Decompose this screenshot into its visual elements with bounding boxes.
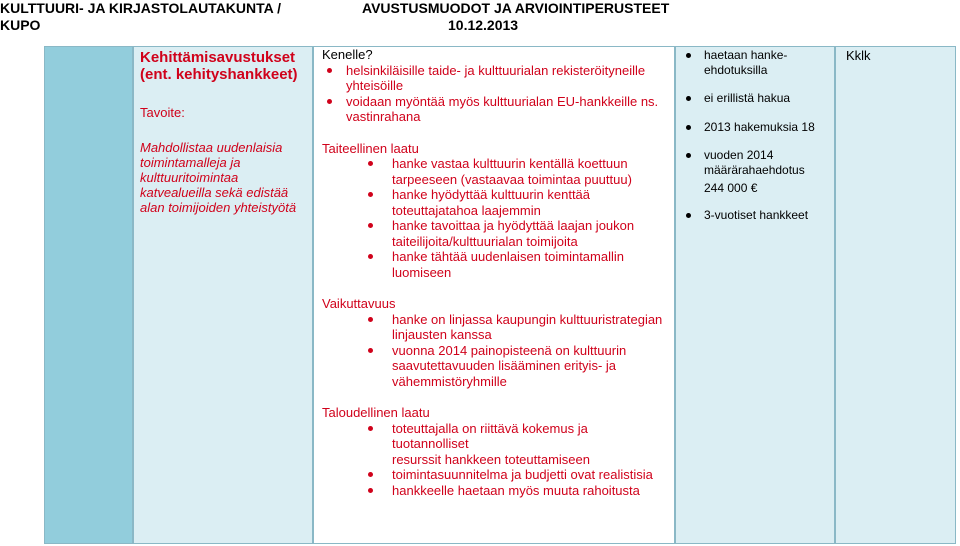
list-item (322, 343, 666, 390)
header-right (362, 0, 669, 34)
goal-text-line: katvealueilla sekä edistää (140, 185, 289, 200)
list-item-line: 3-vuotiset hankkeet (704, 207, 809, 222)
list-item (680, 120, 830, 135)
list-item-line: hanke on linjassa kaupungin kulttuuristrategian (392, 311, 663, 327)
list-item (322, 218, 666, 249)
quality-list (322, 156, 666, 280)
goal-text-line: alan toimijoiden yhteistyötä (140, 200, 297, 215)
list-item-line: toteuttajalla on riittävä kokemus ja tuotannolliset (392, 420, 588, 451)
slide-header (0, 0, 960, 38)
list-item-line: saavutettavuuden lisääminen erityis- ja (392, 358, 617, 373)
list-item (680, 91, 830, 106)
list-item-line: luomiseen (392, 264, 452, 280)
list-item-line: vähemmistöryhmille (392, 373, 507, 389)
grant-title-line2: (ent. kehityshankkeet) (140, 66, 298, 83)
list-item-line: resurssit hankkeen toteuttamiseen (392, 451, 590, 467)
header-left (0, 0, 281, 34)
list-item-line: yhteisöille (346, 78, 404, 93)
list-item-line: hanke hyödyttää kulttuurin kenttää (392, 187, 591, 202)
list-item (322, 94, 666, 125)
list-item-line: hanke tähtää uudenlaisen toimintamallin (392, 249, 624, 264)
finance-list (322, 421, 666, 499)
quality-label: Taiteellinen laatu (322, 140, 419, 156)
list-item (322, 467, 666, 483)
list-item-line: hankkeelle haetaan myös muuta rahoitusta (392, 482, 640, 498)
list-item-line: vuonna 2014 painopisteenä on kulttuurin (392, 342, 627, 358)
header-date: 10.12.2013 (448, 17, 519, 33)
goal-text-line: Mahdollistaa uudenlaisia (140, 140, 283, 155)
list-item-line: ei erillistä hakua (704, 91, 791, 105)
table-column-decision (835, 46, 956, 544)
who-list (322, 63, 666, 125)
list-item-line: taiteilijoita/kulttuurialan toimijoita (392, 233, 578, 249)
table-column-criteria (313, 46, 675, 544)
impact-label: Vaikuttavuus (322, 296, 396, 311)
list-item (322, 312, 666, 343)
goal-text-line: kulttuuritoimintaa (140, 170, 239, 185)
list-item (680, 208, 830, 223)
list-item-line: 244 000 € (704, 181, 758, 195)
list-item-line: hanke vastaa kulttuurin kentällä koettuun (392, 156, 628, 171)
list-item (322, 187, 666, 218)
list-item-line: toteuttajatahoa laajemmin (392, 202, 541, 218)
list-item (322, 156, 666, 187)
finance-label: Taloudellinen laatu (322, 405, 430, 420)
decision-text: Kklk (846, 48, 871, 63)
list-item-line: ehdotuksilla (704, 62, 768, 77)
list-item (680, 148, 830, 196)
list-item-line: vuoden 2014 (704, 148, 774, 162)
table-column-application (675, 46, 835, 544)
goal-text (140, 140, 306, 215)
grant-title-line1: Kehittämisavustukset (140, 49, 296, 66)
list-item-line: haetaan hanke- (704, 48, 788, 62)
header-right-line1: AVUSTUSMUODOT JA ARVIOINTIPERUSTEET (362, 0, 670, 16)
list-item (322, 63, 666, 94)
list-item-line: 2013 hakemuksia 18 (704, 119, 815, 134)
table-column-blank (44, 46, 133, 544)
who-label: Kenelle? (322, 47, 373, 62)
list-item (322, 421, 666, 468)
table-column-title (133, 46, 313, 544)
grant-title (140, 49, 306, 83)
application-list (680, 48, 830, 222)
list-item (322, 483, 666, 499)
list-item-line: helsinkiläisille taide- ja kulttuurialan rekisteröityneille (346, 62, 646, 78)
header-left-line2: KUPO (0, 17, 41, 33)
header-left-line1: KULTTUURI- JA KIRJASTOLAUTAKUNTA / (0, 0, 282, 16)
list-item (322, 249, 666, 280)
list-item (680, 48, 830, 77)
list-item-line: hanke tavoittaa ja hyödyttää laajan joukon (392, 218, 635, 233)
list-item-line: toimintasuunnitelma ja budjetti ovat realistisia (392, 467, 653, 482)
goal-text-line: toimintamalleja ja (140, 155, 241, 170)
list-item-line: määrärahaehdotus (704, 162, 805, 177)
list-item-line: voidaan myöntää myös kulttuurialan EU-hankkeille ns. (346, 93, 659, 109)
list-item-line: linjausten kanssa (392, 327, 492, 342)
goal-label: Tavoite: (140, 105, 185, 120)
list-item-line: vastinrahana (346, 109, 421, 124)
list-item-line: tarpeeseen (vastaavaa toimintaa puuttuu) (392, 171, 632, 187)
impact-list (322, 312, 666, 390)
